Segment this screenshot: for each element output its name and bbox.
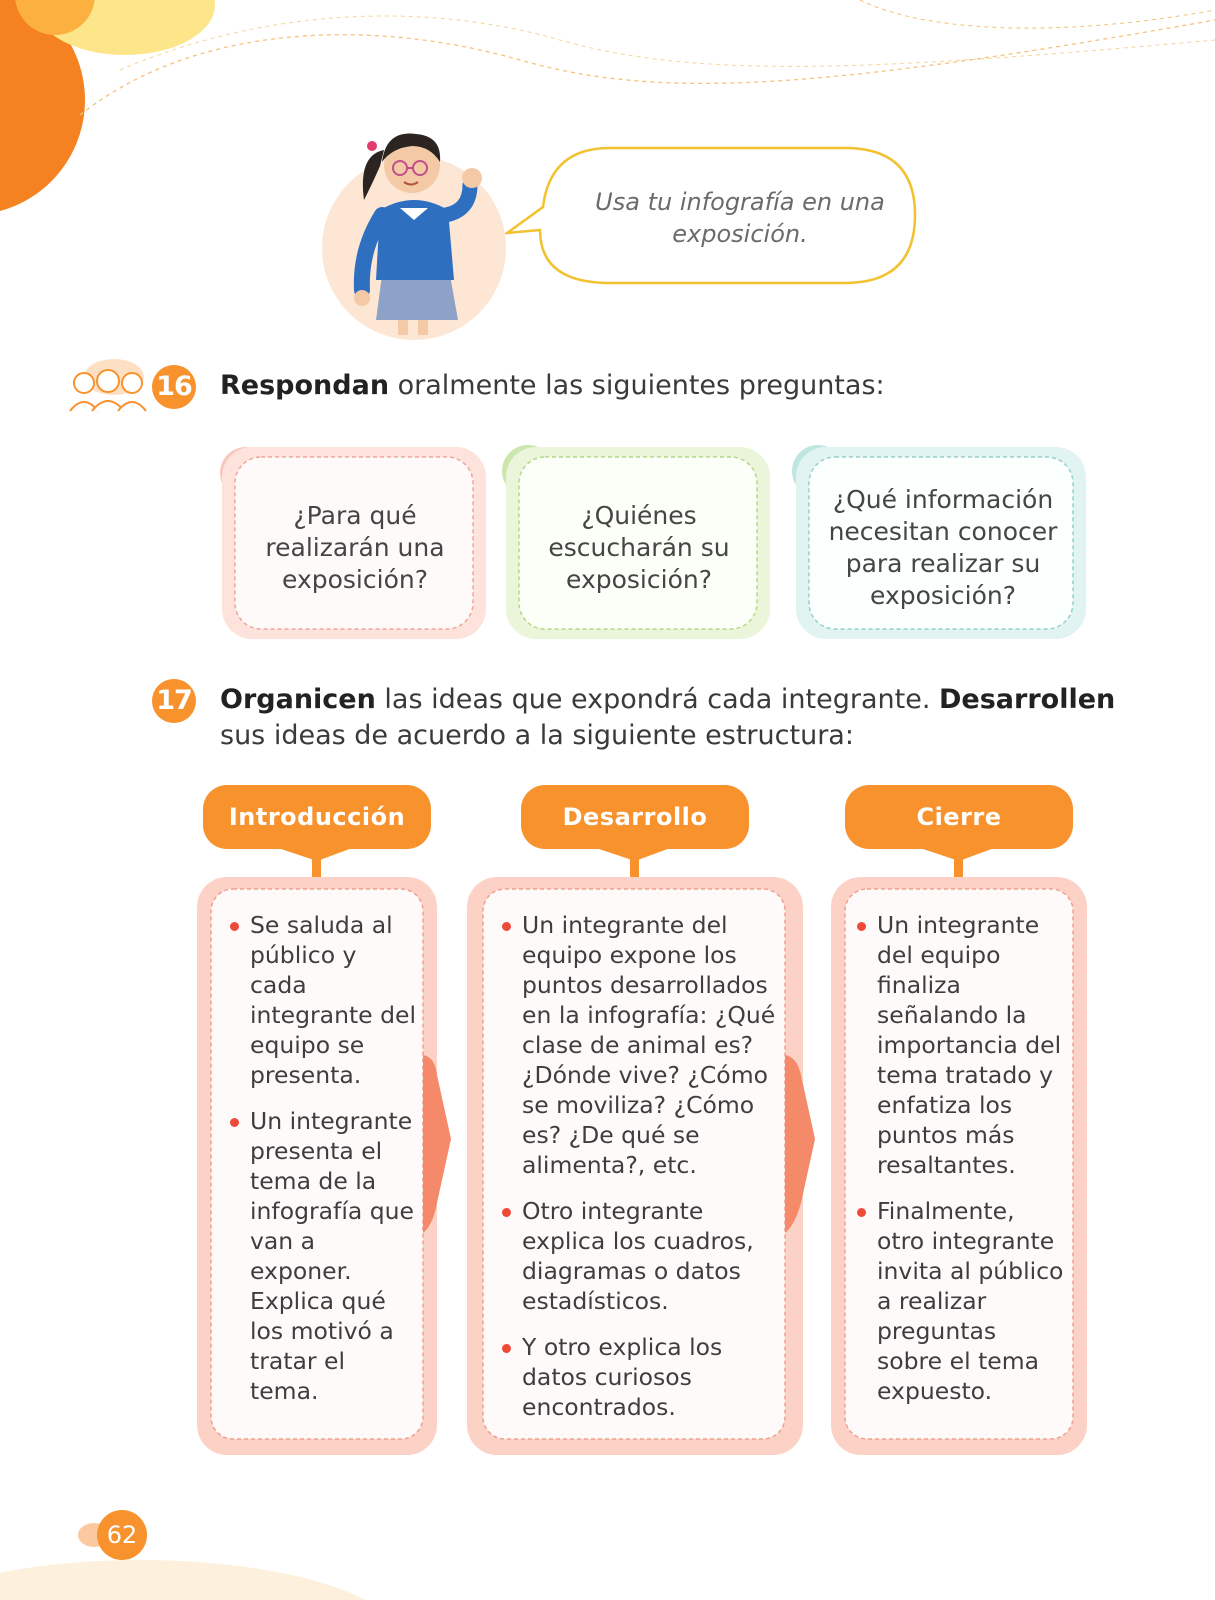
activity-16-number: 16: [152, 365, 196, 409]
page-number: 62: [97, 1510, 147, 1560]
speech-bubble-text: Usa tu infografía en una exposición.: [595, 188, 885, 248]
column-title-introduction: Introducción: [228, 803, 406, 831]
introduction-list: [230, 910, 420, 1422]
list-item: Un integrante del equipo finaliza señalando la importancia del tema tratado y enfatiza los puntos más resaltantes.: [857, 910, 1067, 1180]
question-card-1: ¿Para qué realizarán una exposición?: [265, 501, 445, 594]
bullet-icon: [230, 1118, 239, 1127]
question-card-3: ¿Qué información necesitan conocer para realizar su exposición?: [828, 485, 1058, 610]
list-item: Un integrante del equipo expone los puntos desarrollados en la infografía: ¿Qué clase de animal es? ¿Dónde vive? ¿Cómo se moviliza? ¿Cómo es? ¿De qué se alimenta?, etc.: [502, 910, 782, 1180]
activity-17-text-1: las ideas que expondrá cada integrante.: [375, 684, 939, 715]
activity-17-text-2: sus ideas de acuerdo a la siguiente estructura:: [220, 720, 854, 751]
list-item: Finalmente, otro integrante invita al público a realizar preguntas sobre el tema expuesto.: [857, 1196, 1067, 1406]
bullet-icon: [502, 1344, 511, 1353]
activity-17-verb-1: Organicen: [220, 684, 376, 715]
bullet-icon: [230, 922, 239, 931]
list-item: Otro integrante explica los cuadros, diagramas o datos estadísticos.: [502, 1196, 782, 1316]
column-title-closing: Cierre: [916, 803, 1002, 831]
group-work-icon: [66, 355, 156, 415]
development-list: [502, 910, 782, 1438]
list-item: Y otro explica los datos curiosos encontrados.: [502, 1332, 782, 1422]
activity-16-text: oralmente las siguientes preguntas:: [389, 370, 885, 401]
column-title-development: Desarrollo: [562, 803, 708, 831]
closing-list: [857, 910, 1067, 1422]
activity-16-instruction: [220, 368, 885, 404]
bullet-icon: [857, 1208, 866, 1217]
activity-16-verb: Respondan: [220, 370, 390, 401]
activity-17-verb-2: Desarrollen: [939, 684, 1116, 715]
bullet-icon: [857, 922, 866, 931]
activity-17-instruction: [220, 682, 1120, 754]
activity-17-number: 17: [152, 679, 196, 723]
list-item: Un integrante presenta el tema de la infografía que van a exponer. Explica qué los motivó a tratar el tema.: [230, 1106, 420, 1406]
bullet-icon: [502, 1208, 511, 1217]
list-item: Se saluda al público y cada integrante del equipo se presenta.: [230, 910, 420, 1090]
question-card-2: ¿Quiénes escucharán su exposición?: [548, 501, 730, 594]
girl-illustration: [320, 120, 520, 345]
bullet-icon: [502, 922, 511, 931]
